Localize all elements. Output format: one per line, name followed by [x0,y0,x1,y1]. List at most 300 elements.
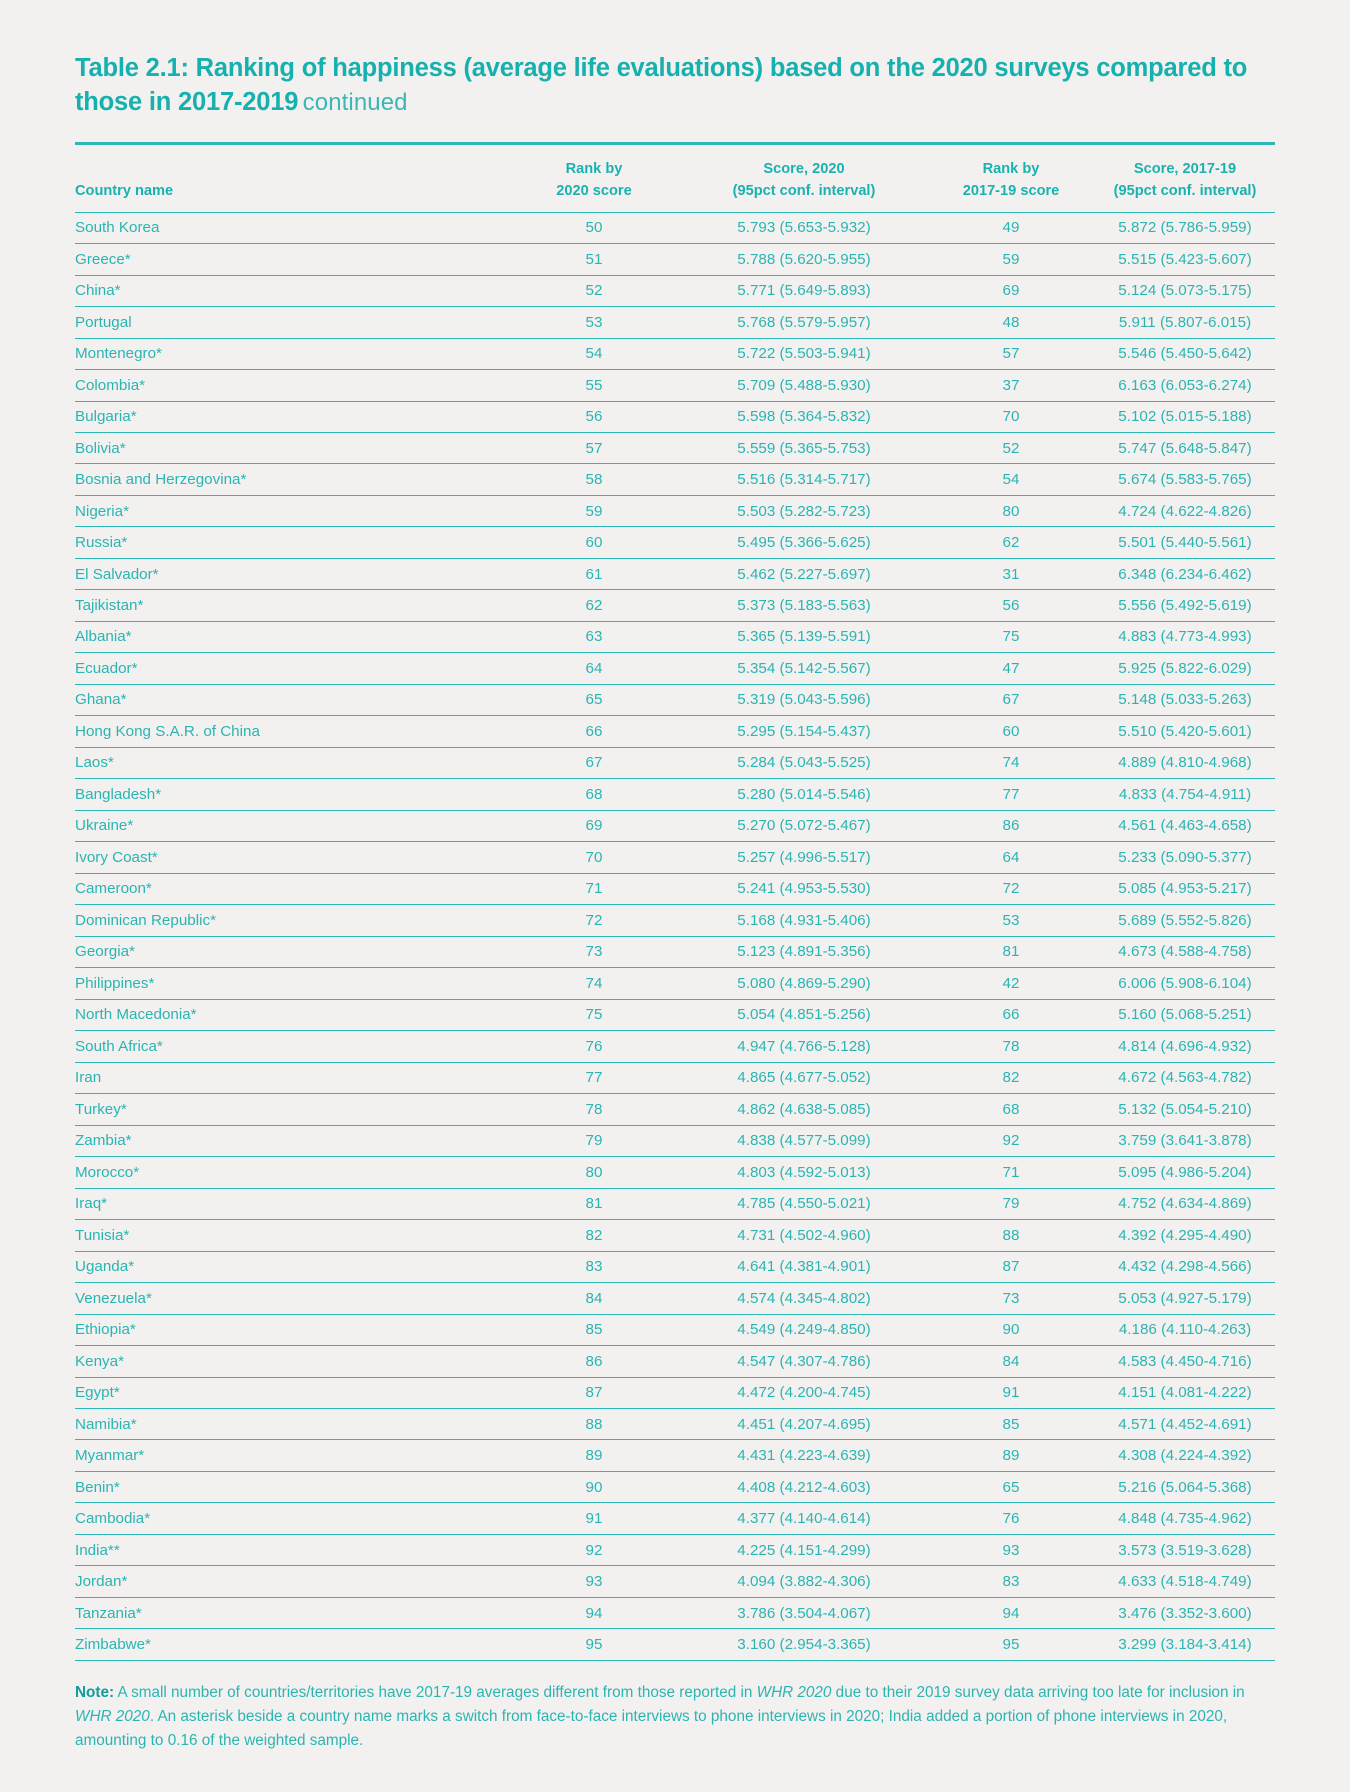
table-row [75,968,1275,999]
column-header-rank-2020-line2: 2020 score [556,182,632,199]
cell-rank-2017: 91 [927,1377,1095,1408]
table-note [75,1681,1275,1753]
cell-country-name: Georgia* [75,936,507,967]
table-row [75,653,1275,684]
cell-score-2017: 4.561 (4.463-4.658) [1095,810,1275,841]
cell-rank-2017: 60 [927,716,1095,747]
cell-rank-2017: 78 [927,1031,1095,1062]
cell-score-2017: 5.747 (5.648-5.847) [1095,432,1275,463]
cell-country-name: Kenya* [75,1346,507,1377]
cell-rank-2017: 67 [927,684,1095,715]
cell-rank-2017: 85 [927,1409,1095,1440]
table-header [75,143,1275,212]
column-header-rank-2020 [507,143,681,212]
cell-country-name: South Korea [75,212,507,243]
cell-rank-2020: 72 [507,905,681,936]
cell-rank-2020: 86 [507,1346,681,1377]
cell-rank-2017: 93 [927,1534,1095,1565]
cell-rank-2020: 94 [507,1597,681,1628]
cell-score-2020: 5.257 (4.996-5.517) [681,842,927,873]
cell-country-name: Tanzania* [75,1597,507,1628]
cell-country-name: Uganda* [75,1251,507,1282]
cell-rank-2017: 81 [927,936,1095,967]
table-row [75,1220,1275,1251]
cell-country-name: Cameroon* [75,873,507,904]
cell-rank-2020: 82 [507,1220,681,1251]
cell-score-2020: 5.516 (5.314-5.717) [681,464,927,495]
cell-rank-2017: 73 [927,1283,1095,1314]
cell-score-2017: 5.102 (5.015-5.188) [1095,401,1275,432]
cell-rank-2020: 91 [507,1503,681,1534]
cell-rank-2020: 63 [507,621,681,652]
table-row [75,873,1275,904]
note-part-3: . An asterisk beside a country name marks a switch from face-to-face interviews to phone interviews in 2020; India added a portion of phone interviews in 2020, amounting to 0.16 of the weighted sample. [75,1708,1228,1750]
cell-country-name: Ethiopia* [75,1314,507,1345]
cell-score-2017: 5.132 (5.054-5.210) [1095,1094,1275,1125]
table-title-continued: continued [302,88,408,116]
cell-score-2017: 5.501 (5.440-5.561) [1095,527,1275,558]
table-row [75,590,1275,621]
table-row [75,905,1275,936]
cell-score-2020: 5.709 (5.488-5.930) [681,370,927,401]
cell-score-2020: 5.495 (5.366-5.625) [681,527,927,558]
note-italic-2: WHR 2020 [75,1708,150,1726]
cell-country-name: Nigeria* [75,495,507,526]
cell-score-2017: 4.186 (4.110-4.263) [1095,1314,1275,1345]
cell-rank-2017: 90 [927,1314,1095,1345]
cell-score-2017: 4.752 (4.634-4.869) [1095,1188,1275,1219]
cell-rank-2020: 70 [507,842,681,873]
table-row [75,1534,1275,1565]
cell-score-2017: 4.308 (4.224-4.392) [1095,1440,1275,1471]
cell-score-2020: 4.862 (4.638-5.085) [681,1094,927,1125]
cell-score-2017: 3.476 (3.352-3.600) [1095,1597,1275,1628]
cell-score-2020: 5.365 (5.139-5.591) [681,621,927,652]
cell-country-name: Bangladesh* [75,779,507,810]
cell-rank-2017: 69 [927,275,1095,306]
cell-rank-2017: 76 [927,1503,1095,1534]
cell-country-name: Benin* [75,1471,507,1502]
cell-rank-2020: 66 [507,716,681,747]
cell-country-name: Namibia* [75,1409,507,1440]
table-row [75,401,1275,432]
cell-score-2020: 5.768 (5.579-5.957) [681,307,927,338]
cell-country-name: El Salvador* [75,558,507,589]
cell-score-2017: 5.233 (5.090-5.377) [1095,842,1275,873]
table-row [75,936,1275,967]
cell-score-2020: 4.838 (4.577-5.099) [681,1125,927,1156]
table-row [75,370,1275,401]
cell-rank-2017: 71 [927,1157,1095,1188]
cell-score-2017: 5.556 (5.492-5.619) [1095,590,1275,621]
table-row [75,1157,1275,1188]
cell-score-2020: 5.168 (4.931-5.406) [681,905,927,936]
table-row [75,432,1275,463]
table-row [75,307,1275,338]
cell-country-name: China* [75,275,507,306]
cell-score-2020: 3.160 (2.954-3.365) [681,1629,927,1660]
cell-rank-2017: 64 [927,842,1095,873]
cell-rank-2017: 89 [927,1440,1095,1471]
cell-country-name: Zambia* [75,1125,507,1156]
cell-score-2020: 4.865 (4.677-5.052) [681,1062,927,1093]
table-row [75,999,1275,1030]
cell-score-2017: 5.148 (5.033-5.263) [1095,684,1275,715]
cell-score-2020: 4.094 (3.882-4.306) [681,1566,927,1597]
cell-score-2020: 5.503 (5.282-5.723) [681,495,927,526]
cell-score-2020: 5.080 (4.869-5.290) [681,968,927,999]
cell-score-2020: 4.785 (4.550-5.021) [681,1188,927,1219]
cell-rank-2017: 74 [927,747,1095,778]
cell-country-name: Ecuador* [75,653,507,684]
cell-score-2017: 4.673 (4.588-4.758) [1095,936,1275,967]
cell-rank-2017: 75 [927,621,1095,652]
cell-score-2017: 5.216 (5.064-5.368) [1095,1471,1275,1502]
table-row [75,1597,1275,1628]
cell-score-2017: 5.872 (5.786-5.959) [1095,212,1275,243]
cell-country-name: Bosnia and Herzegovina* [75,464,507,495]
page-title [75,52,1275,120]
cell-score-2017: 4.392 (4.295-4.490) [1095,1220,1275,1251]
table-row [75,495,1275,526]
cell-score-2017: 4.583 (4.450-4.716) [1095,1346,1275,1377]
cell-rank-2017: 48 [927,307,1095,338]
cell-rank-2017: 62 [927,527,1095,558]
cell-score-2017: 5.925 (5.822-6.029) [1095,653,1275,684]
cell-country-name: South Africa* [75,1031,507,1062]
cell-score-2020: 5.354 (5.142-5.567) [681,653,927,684]
cell-score-2020: 5.054 (4.851-5.256) [681,999,927,1030]
cell-score-2017: 6.163 (6.053-6.274) [1095,370,1275,401]
cell-country-name: Morocco* [75,1157,507,1188]
cell-rank-2020: 83 [507,1251,681,1282]
table-body [75,212,1275,1660]
cell-score-2017: 5.689 (5.552-5.826) [1095,905,1275,936]
cell-country-name: Bulgaria* [75,401,507,432]
cell-rank-2020: 64 [507,653,681,684]
cell-country-name: Dominican Republic* [75,905,507,936]
cell-country-name: Philippines* [75,968,507,999]
cell-country-name: Tajikistan* [75,590,507,621]
cell-score-2020: 5.295 (5.154-5.437) [681,716,927,747]
cell-country-name: Hong Kong S.A.R. of China [75,716,507,747]
table-row [75,1346,1275,1377]
cell-country-name: Greece* [75,244,507,275]
cell-score-2017: 3.573 (3.519-3.628) [1095,1534,1275,1565]
cell-score-2020: 5.559 (5.365-5.753) [681,432,927,463]
cell-score-2017: 5.510 (5.420-5.601) [1095,716,1275,747]
cell-score-2017: 5.085 (4.953-5.217) [1095,873,1275,904]
cell-score-2020: 4.641 (4.381-4.901) [681,1251,927,1282]
header-row [75,143,1275,212]
table-row [75,1503,1275,1534]
cell-rank-2020: 50 [507,212,681,243]
table-row [75,1094,1275,1125]
cell-country-name: Zimbabwe* [75,1629,507,1660]
cell-rank-2020: 87 [507,1377,681,1408]
cell-score-2020: 5.319 (5.043-5.596) [681,684,927,715]
table-row [75,1629,1275,1660]
cell-rank-2017: 95 [927,1629,1095,1660]
table-row [75,1377,1275,1408]
happiness-ranking-table [75,142,1275,1661]
cell-country-name: Jordan* [75,1566,507,1597]
cell-score-2017: 3.759 (3.641-3.878) [1095,1125,1275,1156]
cell-rank-2020: 52 [507,275,681,306]
cell-rank-2017: 94 [927,1597,1095,1628]
table-row [75,621,1275,652]
note-label: Note: [75,1683,115,1701]
cell-score-2017: 5.546 (5.450-5.642) [1095,338,1275,369]
cell-score-2020: 5.462 (5.227-5.697) [681,558,927,589]
cell-score-2020: 5.788 (5.620-5.955) [681,244,927,275]
cell-rank-2020: 84 [507,1283,681,1314]
table-row [75,842,1275,873]
cell-rank-2020: 79 [507,1125,681,1156]
cell-score-2017: 4.848 (4.735-4.962) [1095,1503,1275,1534]
cell-score-2020: 4.431 (4.223-4.639) [681,1440,927,1471]
cell-country-name: Venezuela* [75,1283,507,1314]
table-row [75,1566,1275,1597]
cell-rank-2017: 88 [927,1220,1095,1251]
table-row [75,275,1275,306]
table-row [75,1409,1275,1440]
cell-rank-2020: 61 [507,558,681,589]
cell-rank-2017: 72 [927,873,1095,904]
cell-country-name: Ghana* [75,684,507,715]
cell-rank-2020: 60 [507,527,681,558]
cell-rank-2017: 54 [927,464,1095,495]
cell-score-2020: 3.786 (3.504-4.067) [681,1597,927,1628]
cell-score-2017: 4.151 (4.081-4.222) [1095,1377,1275,1408]
cell-score-2020: 4.377 (4.140-4.614) [681,1503,927,1534]
column-header-country-label: Country name [75,182,174,199]
cell-country-name: Ivory Coast* [75,842,507,873]
cell-rank-2020: 85 [507,1314,681,1345]
cell-score-2017: 5.911 (5.807-6.015) [1095,307,1275,338]
cell-score-2020: 4.947 (4.766-5.128) [681,1031,927,1062]
cell-rank-2020: 54 [507,338,681,369]
cell-score-2017: 5.674 (5.583-5.765) [1095,464,1275,495]
cell-score-2020: 5.280 (5.014-5.546) [681,779,927,810]
cell-score-2020: 5.284 (5.043-5.525) [681,747,927,778]
cell-rank-2020: 58 [507,464,681,495]
cell-rank-2020: 59 [507,495,681,526]
cell-score-2020: 4.803 (4.592-5.013) [681,1157,927,1188]
cell-country-name: Egypt* [75,1377,507,1408]
cell-score-2017: 5.053 (4.927-5.179) [1095,1283,1275,1314]
cell-rank-2020: 57 [507,432,681,463]
table-row [75,684,1275,715]
column-header-country [75,143,507,212]
cell-score-2020: 5.771 (5.649-5.893) [681,275,927,306]
cell-country-name: North Macedonia* [75,999,507,1030]
table-row [75,464,1275,495]
cell-country-name: Tunisia* [75,1220,507,1251]
cell-rank-2017: 59 [927,244,1095,275]
cell-rank-2017: 37 [927,370,1095,401]
cell-score-2020: 5.123 (4.891-5.356) [681,936,927,967]
cell-score-2020: 4.731 (4.502-4.960) [681,1220,927,1251]
column-header-rank-2020-line1: Rank by [565,160,623,177]
cell-rank-2017: 47 [927,653,1095,684]
cell-rank-2020: 78 [507,1094,681,1125]
table-row [75,779,1275,810]
cell-score-2017: 5.515 (5.423-5.607) [1095,244,1275,275]
table-row [75,1031,1275,1062]
cell-rank-2017: 84 [927,1346,1095,1377]
cell-score-2020: 5.373 (5.183-5.563) [681,590,927,621]
note-part-1: A small number of countries/territories have 2017-19 averages different from those reported in [114,1683,757,1701]
cell-score-2020: 4.574 (4.345-4.802) [681,1283,927,1314]
column-header-score-2017-line2: (95pct conf. interval) [1113,182,1257,199]
cell-score-2017: 4.814 (4.696-4.932) [1095,1031,1275,1062]
cell-score-2020: 5.793 (5.653-5.932) [681,212,927,243]
cell-rank-2017: 42 [927,968,1095,999]
table-row [75,527,1275,558]
table-row [75,558,1275,589]
cell-score-2017: 4.883 (4.773-4.993) [1095,621,1275,652]
cell-country-name: Myanmar* [75,1440,507,1471]
cell-score-2017: 3.299 (3.184-3.414) [1095,1629,1275,1660]
cell-rank-2020: 68 [507,779,681,810]
cell-rank-2020: 55 [507,370,681,401]
cell-rank-2020: 90 [507,1471,681,1502]
column-header-score-2020-line2: (95pct conf. interval) [732,182,876,199]
cell-score-2020: 5.241 (4.953-5.530) [681,873,927,904]
cell-rank-2020: 92 [507,1534,681,1565]
table-row [75,1471,1275,1502]
cell-country-name: Iran [75,1062,507,1093]
table-row [75,1314,1275,1345]
cell-score-2020: 5.270 (5.072-5.467) [681,810,927,841]
table-row [75,1062,1275,1093]
cell-score-2017: 5.160 (5.068-5.251) [1095,999,1275,1030]
cell-country-name: Russia* [75,527,507,558]
cell-rank-2020: 53 [507,307,681,338]
cell-rank-2017: 31 [927,558,1095,589]
cell-rank-2017: 49 [927,212,1095,243]
cell-rank-2020: 76 [507,1031,681,1062]
cell-score-2017: 4.672 (4.563-4.782) [1095,1062,1275,1093]
cell-score-2020: 4.225 (4.151-4.299) [681,1534,927,1565]
cell-country-name: Iraq* [75,1188,507,1219]
cell-rank-2017: 70 [927,401,1095,432]
cell-rank-2020: 80 [507,1157,681,1188]
column-header-score-2020 [681,143,927,212]
cell-score-2020: 4.547 (4.307-4.786) [681,1346,927,1377]
table-row [75,338,1275,369]
cell-rank-2017: 77 [927,779,1095,810]
cell-rank-2020: 67 [507,747,681,778]
cell-rank-2020: 62 [507,590,681,621]
cell-rank-2017: 86 [927,810,1095,841]
cell-rank-2020: 75 [507,999,681,1030]
cell-rank-2020: 74 [507,968,681,999]
cell-score-2017: 5.095 (4.986-5.204) [1095,1157,1275,1188]
cell-rank-2020: 73 [507,936,681,967]
cell-country-name: Montenegro* [75,338,507,369]
cell-rank-2020: 65 [507,684,681,715]
cell-rank-2017: 68 [927,1094,1095,1125]
cell-score-2020: 4.451 (4.207-4.695) [681,1409,927,1440]
cell-rank-2017: 52 [927,432,1095,463]
cell-rank-2020: 81 [507,1188,681,1219]
cell-rank-2017: 56 [927,590,1095,621]
column-header-rank-2017-line1: Rank by [982,160,1040,177]
cell-country-name: Portugal [75,307,507,338]
cell-score-2017: 4.633 (4.518-4.749) [1095,1566,1275,1597]
cell-rank-2020: 88 [507,1409,681,1440]
cell-country-name: Colombia* [75,370,507,401]
cell-rank-2020: 71 [507,873,681,904]
table-title-text: Table 2.1: Ranking of happiness (average life evaluations) based on the 2020 surveys compared to those in 2017-2019 [75,54,1248,116]
cell-country-name: India** [75,1534,507,1565]
cell-score-2020: 4.408 (4.212-4.603) [681,1471,927,1502]
cell-rank-2020: 51 [507,244,681,275]
cell-country-name: Turkey* [75,1094,507,1125]
cell-score-2017: 5.124 (5.073-5.175) [1095,275,1275,306]
cell-country-name: Cambodia* [75,1503,507,1534]
cell-score-2020: 5.722 (5.503-5.941) [681,338,927,369]
table-row [75,1251,1275,1282]
table-row [75,212,1275,243]
cell-rank-2017: 83 [927,1566,1095,1597]
table-row [75,1283,1275,1314]
cell-score-2017: 4.724 (4.622-4.826) [1095,495,1275,526]
cell-country-name: Ukraine* [75,810,507,841]
cell-score-2020: 4.549 (4.249-4.850) [681,1314,927,1345]
table-row [75,1125,1275,1156]
cell-score-2020: 5.598 (5.364-5.832) [681,401,927,432]
table-row [75,747,1275,778]
cell-score-2017: 6.348 (6.234-6.462) [1095,558,1275,589]
cell-rank-2020: 93 [507,1566,681,1597]
cell-rank-2017: 82 [927,1062,1095,1093]
table-row [75,244,1275,275]
column-header-score-2020-line1: Score, 2020 [763,160,845,177]
cell-score-2017: 6.006 (5.908-6.104) [1095,968,1275,999]
cell-rank-2017: 65 [927,1471,1095,1502]
cell-rank-2020: 56 [507,401,681,432]
table-row [75,810,1275,841]
cell-rank-2017: 53 [927,905,1095,936]
cell-score-2017: 4.889 (4.810-4.968) [1095,747,1275,778]
note-part-2: due to their 2019 survey data arriving too late for inclusion in [831,1683,1245,1701]
column-header-rank-2017 [927,143,1095,212]
cell-rank-2017: 66 [927,999,1095,1030]
cell-rank-2020: 95 [507,1629,681,1660]
table-row [75,716,1275,747]
cell-rank-2020: 69 [507,810,681,841]
cell-rank-2020: 89 [507,1440,681,1471]
column-header-score-2017-line1: Score, 2017-19 [1133,160,1237,177]
cell-rank-2017: 87 [927,1251,1095,1282]
cell-score-2017: 4.571 (4.452-4.691) [1095,1409,1275,1440]
cell-country-name: Albania* [75,621,507,652]
column-header-score-2017 [1095,143,1275,212]
note-italic-1: WHR 2020 [756,1683,832,1701]
cell-rank-2017: 92 [927,1125,1095,1156]
cell-rank-2017: 80 [927,495,1095,526]
cell-score-2017: 4.432 (4.298-4.566) [1095,1251,1275,1282]
cell-country-name: Bolivia* [75,432,507,463]
cell-country-name: Laos* [75,747,507,778]
column-header-rank-2017-line2: 2017-19 score [962,182,1060,199]
table-row [75,1440,1275,1471]
cell-rank-2017: 79 [927,1188,1095,1219]
cell-rank-2020: 77 [507,1062,681,1093]
